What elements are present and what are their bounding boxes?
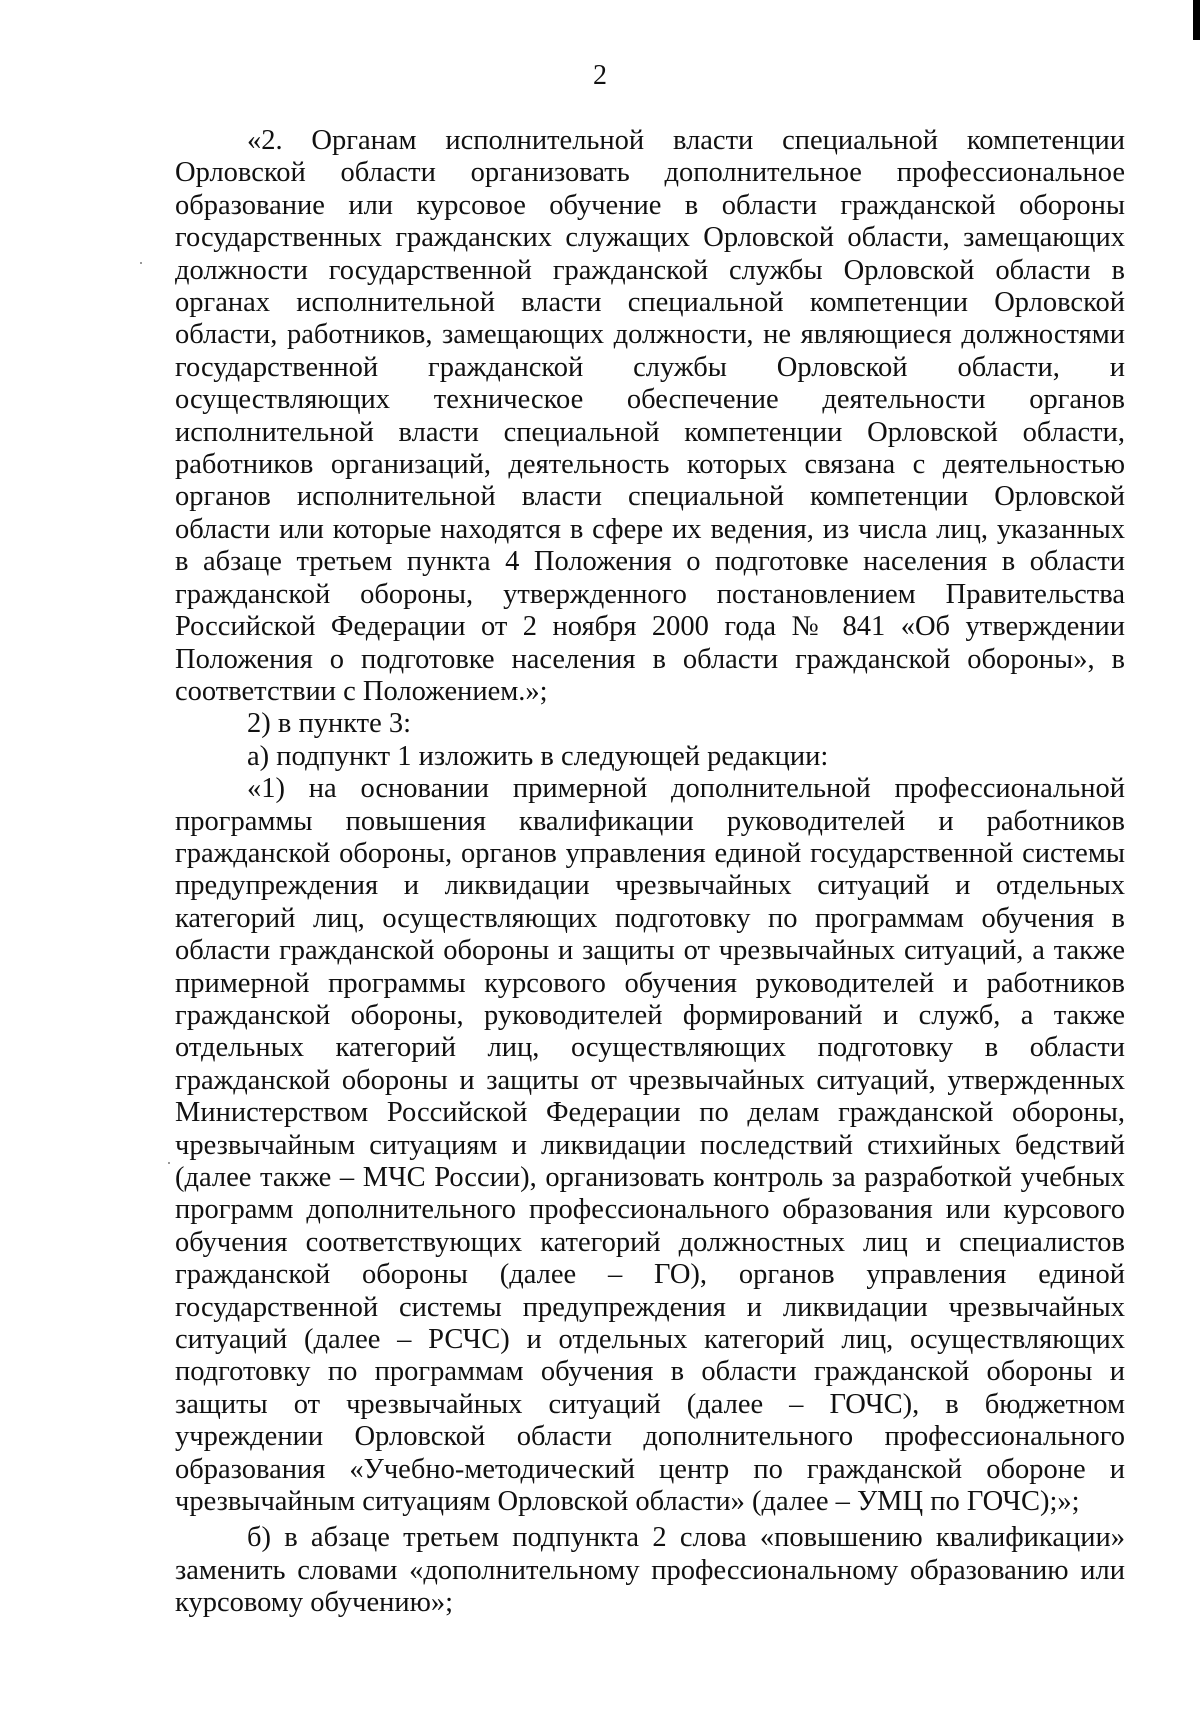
paragraph: а) подпункт 1 изложить в следующей редакции: [247, 740, 829, 772]
paragraph: «2. Органам исполнительной власти специальной компетенции Орловской области организовать дополнительное профессиональное образование или курсовое обучение в области гражданской обороны государственных гражданских служащих Орловской области, замещающих должности государственной гражданской службы Орловской области в органах исполнительной власти специальной компетенции Орловской области, работников, замещающих должности, не являющиеся должностями государственной гражданской службы Орловской области, и осуществляющих техническое обеспечение деятельности органов исполнительной власти специальной компетенции Орловской области, работников организаций, деятельность которых связана с деятельностью органов исполнительной власти специальной компетенции Орловской области или которые находятся в сфере их ведения, из числа лиц, указанных в абзаце третьем пункта 4 Положения о подготовке населения в области гражданской обороны, утвержденного постановлением Правительства Российской Федерации от 2 ноября 2000 года № 841 «Об утверждении Положения о подготовке населения в области гражданской обороны», в соответствии с Положением.»; [175, 125, 1125, 707]
scan-speck [140, 262, 142, 264]
scan-edge-mark [1193, 0, 1200, 40]
scan-speck [168, 1162, 170, 1164]
page-number: 2 [593, 60, 607, 91]
paragraph: б) в абзаце третьем подпункта 2 слова «повышению квалификации» заменить словами «дополнительному профессиональному образованию или курсовому обучению»; [175, 1522, 1125, 1619]
paragraph: «1) на основании примерной дополнительной профессиональной программы повышения квалификации руководителей и работников гражданской обороны, органов управления единой государственной системы предупреждения и ликвидации чрезвычайных ситуаций и отдельных категорий лиц, осуществляющих подготовку по программам обучения в области гражданской обороны и защиты от чрезвычайных ситуаций, а также примерной программы курсового обучения руководителей и работников гражданской обороны, руководителей формирований и служб, а также отдельных категорий лиц, осуществляющих подготовку в области гражданской обороны и защиты от чрезвычайных ситуаций, утвержденных Министерством Российской Федерации по делам гражданской обороны, чрезвычайным ситуациям и ликвидации последствий стихийных бедствий (далее также – МЧС России), организовать контроль за разработкой учебных программ дополнительного профессионального образования или курсового обучения соответствующих категорий должностных лиц и специалистов гражданской обороны (далее – ГО), органов управления единой государственной системы предупреждения и ликвидации чрезвычайных ситуаций (далее – РСЧС) и отдельных категорий лиц, осуществляющих подготовку по программам обучения в области гражданской обороны и защиты от чрезвычайных ситуаций (далее – ГОЧС), в бюджетном учреждении Орловской области дополнительного профессионального образования «Учебно-методический центр по гражданской обороне и чрезвычайным ситуациям Орловской области» (далее – УМЦ по ГОЧС);»; [175, 773, 1125, 1518]
document-body [175, 125, 1125, 1620]
paragraph: 2) в пункте 3: [247, 708, 412, 740]
